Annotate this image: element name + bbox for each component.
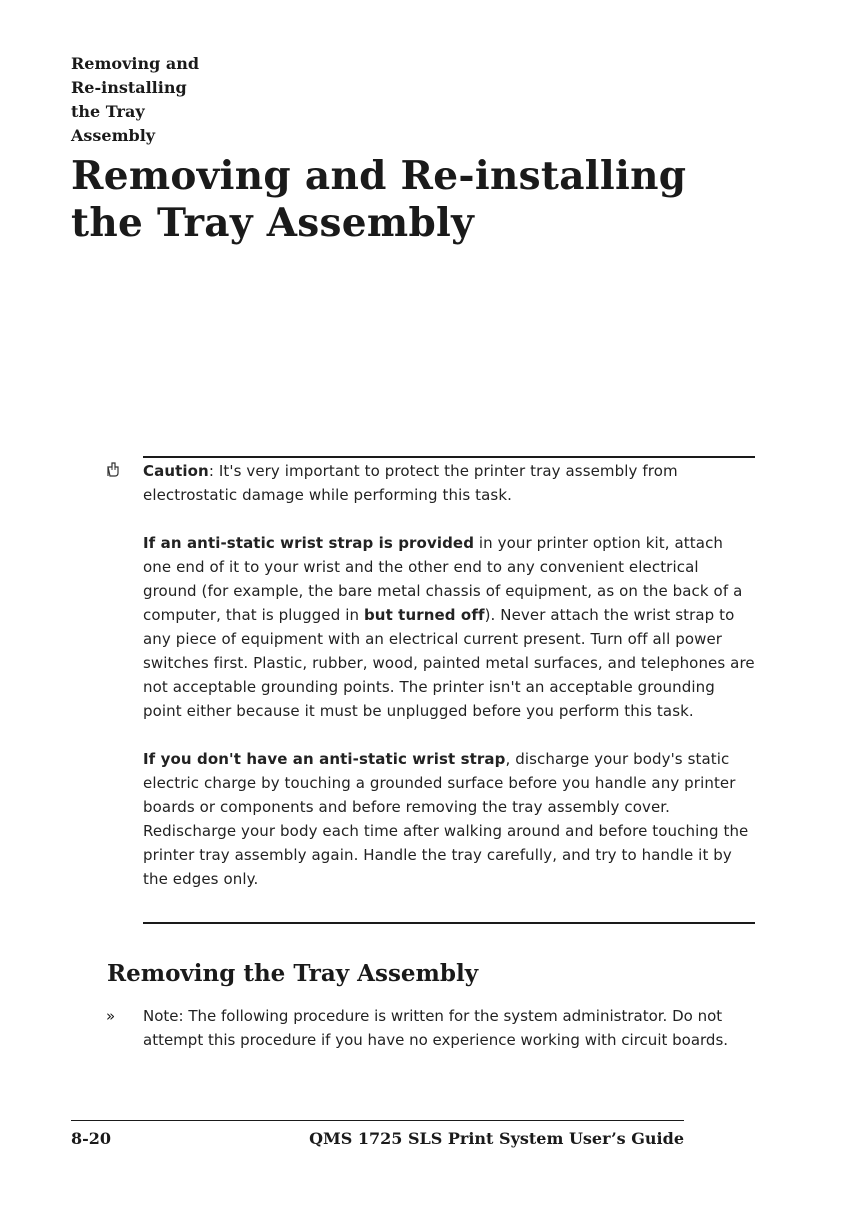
- caution-hand-icon: [106, 461, 120, 477]
- running-head-line: Re-installing: [71, 78, 187, 97]
- page-title-line-1: Removing and Re-installing: [71, 153, 687, 199]
- running-head-line: Removing and: [71, 54, 200, 73]
- page-title: [71, 153, 791, 247]
- caution-bottom-rule: [143, 922, 755, 924]
- no-wrist-strap-paragraph: [143, 747, 755, 891]
- caution-top-rule: [143, 456, 755, 458]
- no-wrist-strap-text: , discharge your body's static electric charge by touching a grounded surface before you handle any printer boards or components and before removing the tray assembly cover. Redischarge your body each time after walking around and before touching the printer tray assembly again. Handle the tray carefully, and try to handle it by the edges only.: [143, 750, 749, 888]
- no-wrist-strap-lead: If you don't have an anti-static wrist strap: [143, 750, 506, 768]
- note-marker-icon: »: [106, 1007, 116, 1025]
- page-title-line-2: the Tray Assembly: [71, 200, 475, 246]
- page-number: 8-20: [71, 1129, 112, 1148]
- running-head: [71, 52, 271, 148]
- wrist-strap-text: in your printer option kit, attach one end of it to your wrist and the other end to any convenient electrical ground (for example, the bare metal chassis of equipment, as on the back of a computer, that is plugged in: [143, 534, 743, 624]
- caution-label: Caution: [143, 462, 209, 480]
- page-footer: [71, 1127, 684, 1151]
- wrist-strap-lead: If an anti-static wrist strap is provided: [143, 534, 475, 552]
- caution-intro-text: : It's very important to protect the printer tray assembly from electrostatic damage while performing this task.: [143, 462, 678, 504]
- turned-off-emphasis: but turned off: [363, 606, 485, 624]
- section-heading: Removing the Tray Assembly: [107, 960, 479, 987]
- wrist-strap-paragraph: [143, 531, 755, 723]
- running-head-line: Assembly: [71, 126, 156, 145]
- running-head-line: the Tray: [71, 102, 145, 121]
- footer-rule: [71, 1120, 684, 1121]
- note-text: Note: The following procedure is written for the system administrator. Do not attempt this procedure if you have no experience working with circuit boards.: [143, 1007, 729, 1049]
- wrist-strap-text-end: ). Never attach the wrist strap to any piece of equipment with an electrical current present. Turn off all power switches first. Plastic, rubber, wood, painted metal surfaces, and telephones are not acceptable grounding points. The printer isn't an acceptable grounding point either because it must be unplugged before you perform this task.: [143, 606, 755, 720]
- guide-title: QMS 1725 SLS Print System User’s Guide: [309, 1129, 684, 1148]
- caution-block: [143, 459, 755, 891]
- caution-intro-paragraph: [143, 459, 755, 507]
